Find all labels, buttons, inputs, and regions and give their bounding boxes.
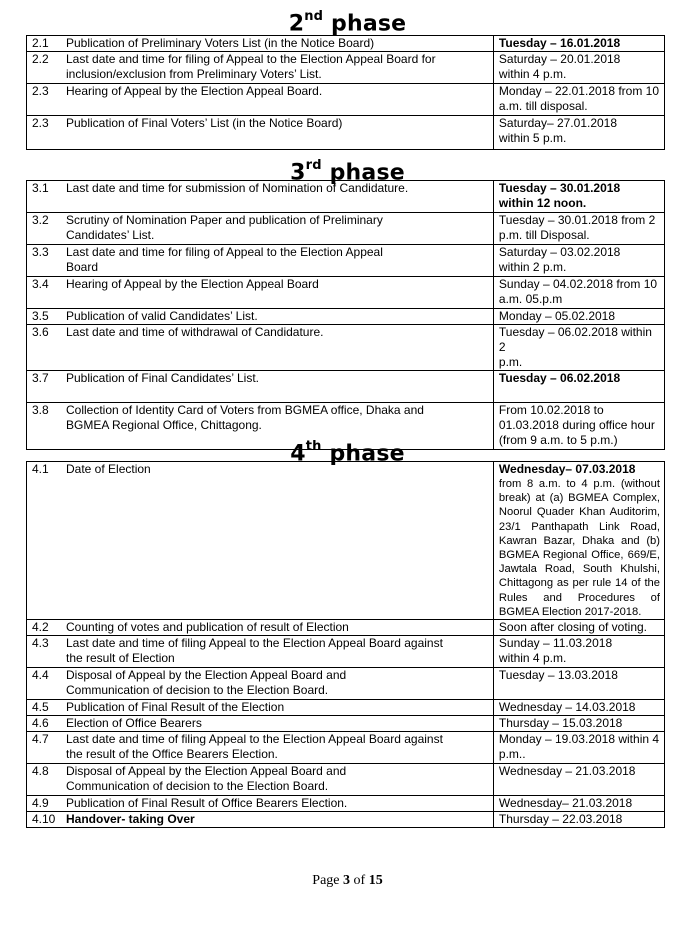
- description-cell: [27, 636, 494, 668]
- description-cell: [27, 796, 494, 812]
- table-row: [27, 700, 665, 716]
- table-row: [27, 277, 665, 309]
- row-date: Tuesday – 16.01.2018: [498, 36, 621, 50]
- date-cell: [493, 116, 664, 150]
- heading-number: 4: [290, 441, 306, 467]
- row-date: Thursday – 22.03.2018: [498, 812, 623, 827]
- row-description: Handover- taking Over: [66, 812, 195, 827]
- row-date: within 2 p.m.: [498, 260, 567, 274]
- row-description: Last date and time of withdrawal of Candidature.: [66, 325, 324, 339]
- description-cell: [27, 620, 494, 636]
- phase-2-table: [26, 35, 665, 150]
- row-description: Publication of Final Result of Office Bearers Election.: [66, 796, 348, 811]
- date-cell: [493, 52, 664, 84]
- page-number: [0, 873, 695, 889]
- row-date: Tuesday – 06.02.2018: [498, 371, 621, 385]
- row-description: Board: [66, 260, 99, 274]
- row-number: 4.7: [32, 732, 49, 747]
- table-row: [27, 462, 665, 620]
- date-cell: [493, 764, 664, 796]
- row-description: Scrutiny of Nomination Paper and publication of Preliminary: [66, 213, 383, 227]
- row-date: a.m. 05.p.m: [498, 292, 563, 306]
- description-cell: [27, 700, 494, 716]
- row-date: Tuesday – 30.01.2018 from 2: [498, 213, 656, 227]
- row-description: Disposal of Appeal by the Election Appeal Board and: [66, 764, 347, 779]
- date-cell: [493, 732, 664, 764]
- heading-suffix: nd: [304, 9, 324, 24]
- row-description: Last date and time for submission of Nomination of Candidature.: [66, 181, 409, 195]
- description-cell: [27, 309, 494, 325]
- row-description: Disposal of Appeal by the Election Appeal Board and: [66, 668, 347, 683]
- phase-2-heading: [0, 6, 695, 37]
- row-description: Hearing of Appeal by the Election Appeal Board: [66, 277, 319, 291]
- table-row: [27, 52, 665, 84]
- description-cell: [27, 764, 494, 796]
- row-date: Saturday– 27.01.2018: [498, 116, 618, 130]
- table-row: [27, 36, 665, 52]
- row-number: 2.3: [32, 84, 49, 98]
- row-number: 3.1: [32, 181, 49, 195]
- row-date: Tuesday – 13.03.2018: [498, 668, 618, 683]
- date-cell: [493, 213, 664, 245]
- row-date: (from 9 a.m. to 5 p.m.): [498, 433, 618, 447]
- row-date: within 4 p.m.: [498, 651, 567, 666]
- table-row: [27, 371, 665, 403]
- row-description: Hearing of Appeal by the Election Appeal Board.: [66, 84, 323, 98]
- date-cell: [493, 277, 664, 309]
- table-row: [27, 116, 665, 150]
- row-number: 3.7: [32, 371, 49, 385]
- table-row: [27, 812, 665, 828]
- row-date: p.m.: [498, 355, 523, 369]
- row-number: 4.6: [32, 716, 49, 731]
- page-current: 3: [343, 873, 351, 888]
- heading-number: 2: [288, 11, 305, 37]
- row-description: Communication of decision to the Election Board.: [66, 683, 329, 698]
- table-row: [27, 636, 665, 668]
- row-date: Wednesday – 21.03.2018: [498, 764, 636, 779]
- description-cell: [27, 52, 494, 84]
- description-cell: [27, 277, 494, 309]
- row-date: Thursday – 15.03.2018: [498, 716, 623, 731]
- row-date: Saturday – 20.01.2018: [498, 52, 621, 66]
- table-row: [27, 732, 665, 764]
- row-description: Election of Office Bearers: [66, 716, 202, 731]
- table-row: [27, 668, 665, 700]
- table-row: [27, 716, 665, 732]
- description-cell: [27, 325, 494, 371]
- date-cell: [493, 716, 664, 732]
- row-date: Wednesday– 21.03.2018: [498, 796, 633, 811]
- heading-word: phase: [329, 160, 405, 186]
- description-cell: [27, 371, 494, 403]
- date-cell: [493, 668, 664, 700]
- date-cell: [493, 371, 664, 403]
- row-number: 4.9: [32, 796, 49, 811]
- row-date: Saturday – 03.02.2018: [498, 245, 621, 259]
- row-number: 2.3: [32, 116, 49, 130]
- table-row: [27, 325, 665, 371]
- row-number: 4.4: [32, 668, 49, 683]
- row-number: 4.2: [32, 620, 49, 635]
- description-cell: [27, 181, 494, 213]
- table-row: [27, 309, 665, 325]
- row-description: Counting of votes and publication of result of Election: [66, 620, 349, 635]
- row-description: Last date and time of filing Appeal to the Election Appeal Board against: [66, 732, 443, 747]
- row-description: Publication of Final Voters’ List (in the Notice Board): [66, 116, 343, 130]
- table-row: [27, 213, 665, 245]
- row-description: Publication of valid Candidates’ List.: [66, 309, 258, 323]
- heading-word: phase: [331, 11, 407, 37]
- description-cell: [27, 462, 494, 620]
- election-date: Wednesday– 07.03.2018: [498, 462, 636, 476]
- date-cell: [493, 636, 664, 668]
- description-cell: [27, 668, 494, 700]
- page-middle: of: [350, 873, 369, 888]
- row-description: Collection of Identity Card of Voters from BGMEA office, Dhaka and: [66, 403, 424, 417]
- row-number: 3.8: [32, 403, 49, 417]
- row-number: 4.5: [32, 700, 49, 715]
- row-date: within 4 p.m.: [498, 67, 567, 81]
- row-description: the result of Election: [66, 651, 175, 666]
- date-cell: [493, 700, 664, 716]
- description-cell: [27, 732, 494, 764]
- row-number: 4.3: [32, 636, 49, 651]
- table-row: [27, 620, 665, 636]
- row-description: the result of the Office Bearers Election.: [66, 747, 278, 762]
- date-cell: [493, 620, 664, 636]
- row-date: From 10.02.2018 to: [498, 403, 604, 417]
- heading-number: 3: [290, 160, 306, 186]
- date-cell: [493, 245, 664, 277]
- phase-3-table: [26, 180, 665, 450]
- row-number: 3.4: [32, 277, 49, 291]
- row-date: Sunday – 04.02.2018 from 10: [498, 277, 658, 291]
- row-date: Tuesday – 06.02.2018 within 2: [498, 325, 652, 354]
- date-cell: [493, 309, 664, 325]
- row-number: 4.8: [32, 764, 49, 779]
- row-description: Publication of Final Candidates’ List.: [66, 371, 259, 385]
- row-number: 3.3: [32, 245, 49, 259]
- date-cell: [493, 181, 664, 213]
- description-cell: [27, 245, 494, 277]
- heading-suffix: rd: [305, 158, 322, 173]
- row-date: Wednesday – 14.03.2018: [498, 700, 636, 715]
- table-row: [27, 245, 665, 277]
- description-cell: [27, 116, 494, 150]
- description-cell: [27, 36, 494, 52]
- row-description: Last date and time for filing of Appeal to the Election Appeal: [66, 245, 383, 259]
- description-cell: [27, 812, 494, 828]
- election-venue-detail: from 8 a.m. to 4 p.m. (without break) at (a) BGMEA Complex, Noorul Quader Khan Auditorim, 23/1 Panthapath Link Road, Kawran Bazar, Dhaka and (b) BGMEA Regional Office, 669/E, Jawtala Road, South Khulshi, Chittagong as per rule 14 of the Rules and Procedures of BGMEA Election 2017-2018.: [498, 478, 660, 618]
- date-cell: [493, 325, 664, 371]
- description-cell: [27, 84, 494, 116]
- row-description: Communication of decision to the Election Board.: [66, 779, 329, 794]
- description-cell: [27, 716, 494, 732]
- row-date: 01.03.2018 during office hour: [498, 418, 655, 432]
- row-number: 4.10: [32, 812, 56, 827]
- date-cell: [493, 796, 664, 812]
- row-description: inclusion/exclusion from Preliminary Voters’ List.: [66, 67, 322, 81]
- row-description: Publication of Preliminary Voters List (in the Notice Board): [66, 36, 375, 50]
- page-total: 15: [368, 873, 383, 888]
- row-description: Last date and time for filing of Appeal to the Election Appeal Board for: [66, 52, 436, 66]
- description-cell: [27, 213, 494, 245]
- row-date: Monday – 05.02.2018: [498, 309, 616, 323]
- heading-word: phase: [329, 441, 405, 467]
- table-row: [27, 764, 665, 796]
- row-number: 3.6: [32, 325, 49, 339]
- row-number: 4.1: [32, 462, 49, 476]
- row-date: p.m. till Disposal.: [498, 228, 590, 242]
- page-prefix: Page: [312, 873, 344, 888]
- heading-suffix: th: [305, 439, 322, 454]
- row-description: Date of Election: [66, 462, 151, 476]
- row-description: BGMEA Regional Office, Chittagong.: [66, 418, 262, 432]
- row-description: Candidates’ List.: [66, 228, 155, 242]
- row-date: Monday – 19.03.2018 within 4: [498, 732, 660, 747]
- table-row: [27, 84, 665, 116]
- row-number: 3.2: [32, 213, 49, 227]
- date-cell: [493, 462, 664, 620]
- row-number: 2.2: [32, 52, 49, 66]
- row-date: within 12 noon.: [498, 196, 587, 210]
- row-description: Publication of Final Result of the Election: [66, 700, 285, 715]
- row-date: Sunday – 11.03.2018: [498, 636, 613, 651]
- row-date: a.m. till disposal.: [498, 99, 588, 113]
- row-date: within 5 p.m.: [498, 131, 567, 145]
- row-date: Soon after closing of voting.: [498, 620, 648, 635]
- date-cell: [493, 84, 664, 116]
- date-cell: [493, 812, 664, 828]
- table-row: [27, 796, 665, 812]
- row-description: Last date and time of filing Appeal to the Election Appeal Board against: [66, 636, 443, 651]
- row-date: Tuesday – 30.01.2018: [498, 181, 621, 195]
- row-number: 3.5: [32, 309, 49, 323]
- row-number: 2.1: [32, 36, 49, 50]
- table-row: [27, 181, 665, 213]
- phase-4-table: [26, 461, 665, 828]
- date-cell: [493, 36, 664, 52]
- row-date: Monday – 22.01.2018 from 10: [498, 84, 660, 98]
- row-date: p.m..: [498, 747, 526, 762]
